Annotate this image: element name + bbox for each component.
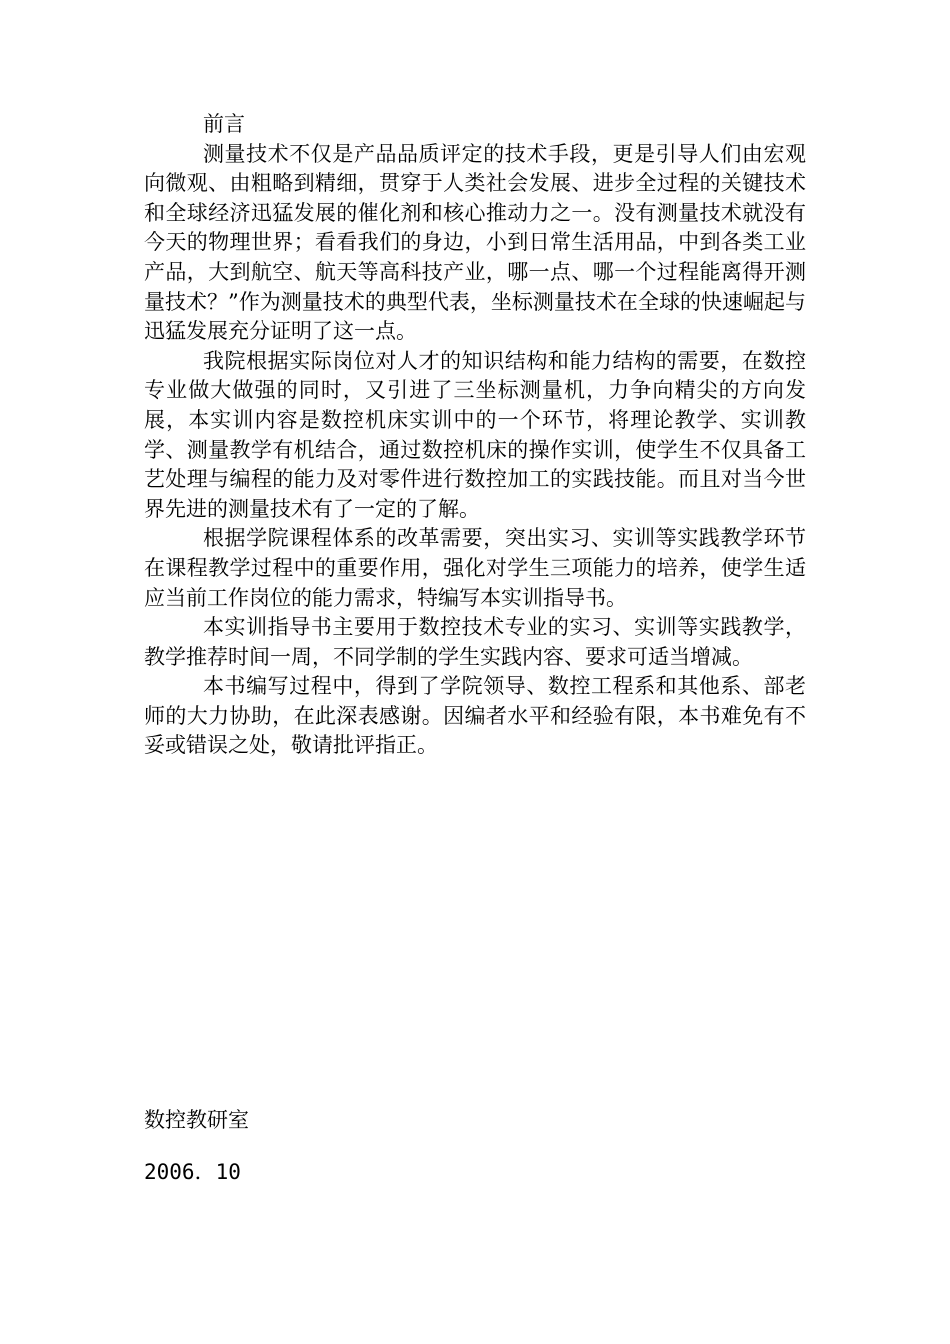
preface-body — [144, 110, 806, 761]
paragraph-college-training: 我院根据实际岗位对人才的知识结构和能力结构的需要，在数控专业做大做强的同时，又引进了三坐标测量机，力争向精尖的方向发展，本实训内容是数控机床实训中的一个环节，将理论教学、实训教学、测量教学有机结合，通过数控机床的操作实训，使学生不仅具备工艺处理与编程的能力及对零件进行数控加工的实践技能。而且对当今世界先进的测量技术有了一定的了解。 — [144, 348, 806, 521]
paragraph-measurement-technology: 测量技术不仅是产品品质评定的技术手段，更是引导人们由宏观向微观、由粗略到精细，贯穿于人类社会发展、进步全过程的关键技术和全球经济迅猛发展的催化剂和核心推动力之一。没有测量技术就没有今天的物理世界；看看我们的身边，小到日常生活用品，中到各类工业产品，大到航空、航天等高科技产业，哪一点、哪一个过程能离得开测量技术？”作为测量技术的典型代表，坐标测量技术在全球的快速崛起与迅猛发展充分证明了这一点。 — [144, 141, 806, 344]
signature-department: 数控教研室 — [144, 1108, 249, 1132]
paragraph-usage: 本实训指导书主要用于数控技术专业的实习、实训等实践教学，教学推荐时间一周，不同学制的学生实践内容、要求可适当增减。 — [144, 615, 806, 669]
paragraph-curriculum-reform: 根据学院课程体系的改革需要，突出实习、实训等实践教学环节在课程教学过程中的重要作用，强化对学生三项能力的培养，使学生适应当前工作岗位的能力需求，特编写本实训指导书。 — [144, 526, 806, 610]
preface-title: 前言 — [203, 112, 245, 136]
signature-date: 2006．10 — [144, 1160, 241, 1184]
paragraph-acknowledgement: 本书编写过程中，得到了学院领导、数控工程系和其他系、部老师的大力协助，在此深表感谢。因编者水平和经验有限，本书难免有不妥或错误之处，敬请批评指正。 — [144, 674, 806, 758]
